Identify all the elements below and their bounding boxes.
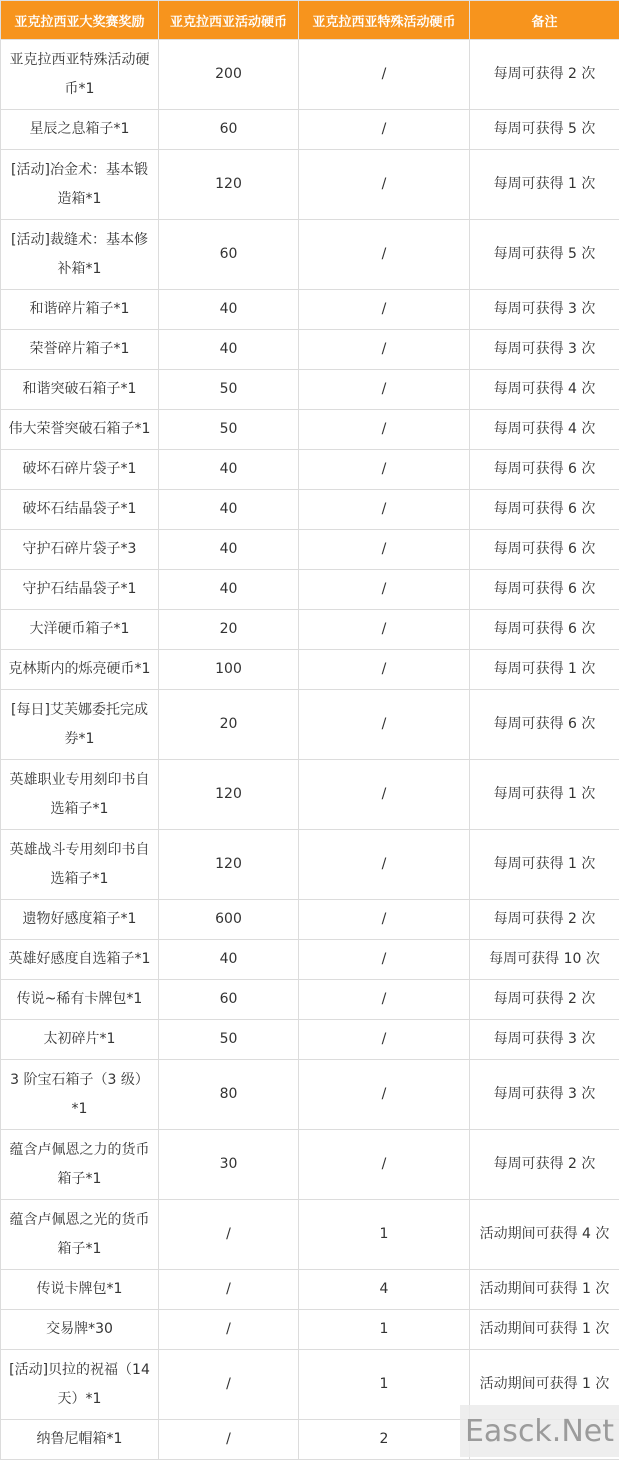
cell-special-coin: 2 [299,1420,470,1460]
table-row [1,330,619,370]
cell-note: 每周可获得 3 次 [470,1060,619,1130]
table-row [1,450,619,490]
cell-reward: [活动]冶金术：基本锻造箱*1 [1,150,159,220]
cell-special-coin: / [299,290,470,330]
cell-special-coin: / [299,760,470,830]
cell-coin: 30 [159,1130,299,1200]
cell-coin: / [159,1310,299,1350]
cell-note: 每周可获得 6 次 [470,490,619,530]
cell-note: 活动期间可获得 4 次 [470,1200,619,1270]
cell-reward: 英雄好感度自选箱子*1 [1,940,159,980]
cell-reward: 遗物好感度箱子*1 [1,900,159,940]
cell-reward: 破坏石结晶袋子*1 [1,490,159,530]
cell-special-coin: / [299,1020,470,1060]
table-row [1,980,619,1020]
table-row [1,490,619,530]
table-row [1,1310,619,1350]
cell-note: 每周可获得 1 次 [470,150,619,220]
cell-special-coin: / [299,450,470,490]
cell-coin: / [159,1350,299,1420]
cell-coin: 50 [159,410,299,450]
cell-reward: 伟大荣誉突破石箱子*1 [1,410,159,450]
cell-coin: 40 [159,330,299,370]
cell-reward: 蕴含卢佩恩之光的货币箱子*1 [1,1200,159,1270]
cell-note: 每周可获得 1 次 [470,830,619,900]
cell-special-coin: / [299,650,470,690]
cell-note: 每周可获得 10 次 [470,940,619,980]
cell-reward: 大洋硬币箱子*1 [1,610,159,650]
cell-reward: 蕴含卢佩恩之力的货币箱子*1 [1,1130,159,1200]
cell-reward: 传说~稀有卡牌包*1 [1,980,159,1020]
cell-special-coin: / [299,570,470,610]
cell-coin: 40 [159,290,299,330]
cell-special-coin: / [299,900,470,940]
cell-coin: 100 [159,650,299,690]
cell-note: 每周可获得 2 次 [470,900,619,940]
cell-reward: [每日]艾芙娜委托完成券*1 [1,690,159,760]
cell-reward: 纳鲁尼帽箱*1 [1,1420,159,1460]
table-row [1,570,619,610]
table-row [1,610,619,650]
cell-special-coin: / [299,1130,470,1200]
table-row [1,760,619,830]
table-row [1,830,619,900]
cell-note: 每周可获得 6 次 [470,570,619,610]
cell-coin: / [159,1200,299,1270]
table-row [1,410,619,450]
cell-coin: 40 [159,490,299,530]
cell-coin: 60 [159,980,299,1020]
header-coin: 亚克拉西亚活动硬币 [159,1,299,40]
cell-coin: 20 [159,690,299,760]
cell-note: 活动期间可获得 1 次 [470,1310,619,1350]
header-note: 备注 [470,1,619,40]
table-row [1,220,619,290]
cell-note: 每周可获得 1 次 [470,650,619,690]
cell-reward: 和谐碎片箱子*1 [1,290,159,330]
cell-note: 每周可获得 3 次 [470,290,619,330]
cell-reward: 星辰之息箱子*1 [1,110,159,150]
table-row [1,290,619,330]
cell-note: 活动期间可获得 1 次 [470,1350,619,1420]
table-row [1,530,619,570]
cell-reward: 英雄职业专用刻印书自选箱子*1 [1,760,159,830]
table-row [1,370,619,410]
cell-coin: 40 [159,940,299,980]
table-row [1,1020,619,1060]
cell-coin: 40 [159,570,299,610]
cell-note: 每周可获得 2 次 [470,40,619,110]
cell-note: 每周可获得 1 次 [470,760,619,830]
table-row [1,690,619,760]
cell-note: 每周可获得 3 次 [470,330,619,370]
table-row [1,150,619,220]
cell-special-coin: / [299,150,470,220]
cell-special-coin: / [299,690,470,760]
cell-note: 每周可获得 4 次 [470,410,619,450]
cell-reward: [活动]裁缝术：基本修补箱*1 [1,220,159,290]
table-row [1,940,619,980]
watermark: Easck.Net [460,1405,619,1457]
cell-coin: 40 [159,530,299,570]
cell-coin: 120 [159,760,299,830]
cell-note: 每周可获得 6 次 [470,690,619,760]
cell-coin: 50 [159,370,299,410]
header-row [1,1,619,40]
cell-coin: 50 [159,1020,299,1060]
cell-reward: 守护石结晶袋子*1 [1,570,159,610]
cell-special-coin: / [299,980,470,1020]
cell-reward: 破坏石碎片袋子*1 [1,450,159,490]
cell-special-coin: / [299,940,470,980]
cell-coin: 40 [159,450,299,490]
table-row [1,1270,619,1310]
cell-reward: 交易牌*30 [1,1310,159,1350]
cell-coin: 60 [159,110,299,150]
cell-coin: 20 [159,610,299,650]
cell-special-coin: / [299,40,470,110]
cell-coin: 120 [159,150,299,220]
cell-coin: 200 [159,40,299,110]
cell-coin: 60 [159,220,299,290]
cell-special-coin: / [299,610,470,650]
cell-reward: 传说卡牌包*1 [1,1270,159,1310]
cell-reward: 太初碎片*1 [1,1020,159,1060]
table-row [1,650,619,690]
cell-special-coin: / [299,490,470,530]
cell-reward: 荣誉碎片箱子*1 [1,330,159,370]
cell-special-coin: 1 [299,1200,470,1270]
table-row [1,110,619,150]
header-reward: 亚克拉西亚大奖赛奖励 [1,1,159,40]
cell-reward: 守护石碎片袋子*3 [1,530,159,570]
table-row [1,1060,619,1130]
cell-reward: 3 阶宝石箱子（3 级）*1 [1,1060,159,1130]
cell-reward: 和谐突破石箱子*1 [1,370,159,410]
cell-coin: 120 [159,830,299,900]
cell-special-coin: / [299,830,470,900]
cell-coin: 80 [159,1060,299,1130]
table-row [1,40,619,110]
cell-reward: 克林斯内的烁亮硬币*1 [1,650,159,690]
cell-coin: 600 [159,900,299,940]
table-row [1,900,619,940]
cell-reward: 亚克拉西亚特殊活动硬币*1 [1,40,159,110]
cell-special-coin: 1 [299,1350,470,1420]
cell-special-coin: / [299,110,470,150]
cell-reward: 英雄战斗专用刻印书自选箱子*1 [1,830,159,900]
table-row [1,1130,619,1200]
cell-note: 每周可获得 2 次 [470,980,619,1020]
cell-reward: [活动]贝拉的祝福（14 天）*1 [1,1350,159,1420]
header-special-coin: 亚克拉西亚特殊活动硬币 [299,1,470,40]
cell-note: 每周可获得 4 次 [470,370,619,410]
cell-note: 每周可获得 5 次 [470,110,619,150]
cell-note: 每周可获得 6 次 [470,450,619,490]
cell-special-coin: / [299,1060,470,1130]
cell-special-coin: / [299,530,470,570]
cell-note: 每周可获得 6 次 [470,610,619,650]
cell-note: 每周可获得 3 次 [470,1020,619,1060]
cell-special-coin: / [299,410,470,450]
cell-special-coin: 1 [299,1310,470,1350]
cell-special-coin: / [299,370,470,410]
cell-special-coin: / [299,220,470,290]
cell-special-coin: 4 [299,1270,470,1310]
cell-note: 每周可获得 6 次 [470,530,619,570]
cell-note: 每周可获得 5 次 [470,220,619,290]
table-row [1,1200,619,1270]
cell-note: 活动期间可获得 1 次 [470,1270,619,1310]
cell-coin: / [159,1270,299,1310]
cell-coin: / [159,1420,299,1460]
cell-special-coin: / [299,330,470,370]
cell-note: 每周可获得 2 次 [470,1130,619,1200]
